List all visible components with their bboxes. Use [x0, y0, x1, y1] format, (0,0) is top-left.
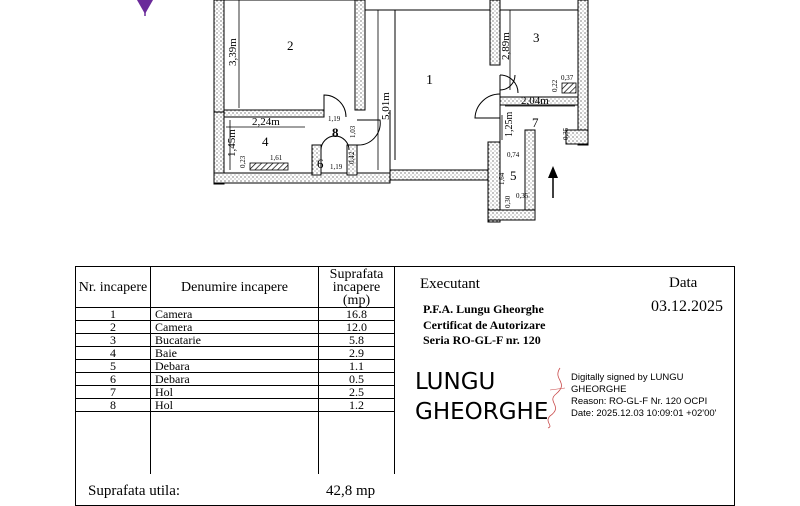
- executant-company: P.F.A. Lungu Gheorghe: [423, 302, 544, 316]
- room-number-6: 6: [317, 156, 324, 171]
- table-row: [76, 399, 395, 412]
- room-number-7: 7: [532, 115, 539, 130]
- entry-arrow-icon: [548, 166, 558, 198]
- room-number-8: 8: [332, 125, 339, 140]
- cell-area: 2.5: [319, 386, 395, 399]
- usable-area-label: Suprafata utila:: [88, 483, 181, 499]
- cell-nr: 7: [76, 386, 151, 399]
- cell-name: Hol: [151, 399, 319, 412]
- table-header-row: [76, 267, 395, 308]
- table-spacer-row: [76, 412, 395, 475]
- hatched-element-kitchen: [562, 83, 576, 93]
- header-area: Suprafata incapere (mp): [319, 267, 395, 308]
- cell-nr: 4: [76, 347, 151, 360]
- room-number-1: 1: [426, 73, 433, 88]
- dimension-label: 0,42: [348, 151, 356, 164]
- cell-nr: 6: [76, 373, 151, 386]
- signature-detail-line: GHEORGHE: [571, 384, 627, 395]
- cell-nr: 1: [76, 308, 151, 321]
- hatched-element-bath: [250, 163, 288, 170]
- dimension-label: 0,35: [516, 192, 529, 200]
- cell-name: Debara: [151, 360, 319, 373]
- cell-name: Camera: [151, 308, 319, 321]
- header-name: Denumire incapere: [151, 267, 319, 308]
- cell-name: Baie: [151, 347, 319, 360]
- dimension-label: 1,61: [270, 154, 283, 162]
- table-row: [76, 334, 395, 347]
- usable-area-value: 42,8 mp: [326, 483, 376, 499]
- dimension-label: 0,22: [551, 79, 559, 92]
- dimension-label: 2,89m: [500, 32, 512, 60]
- cell-name: Debara: [151, 373, 319, 386]
- dimension-label: 0,30: [504, 195, 512, 208]
- signature-detail-line: Reason: RO-GL-F Nr. 120 OCPI: [571, 396, 708, 407]
- signature-details: [571, 372, 716, 420]
- north-arrow-icon: [137, 0, 153, 16]
- executant-series: Seria RO-GL-F nr. 120: [423, 333, 541, 347]
- exterior-walls: [214, 0, 588, 222]
- cell-nr: 5: [76, 360, 151, 373]
- signature-detail-line: Digitally signed by LUNGU: [571, 372, 684, 383]
- cell-nr: 2: [76, 321, 151, 334]
- dimension-label: 1,45m: [226, 129, 238, 157]
- dimension-label: 0,37: [561, 74, 574, 82]
- room-number-3: 3: [533, 30, 540, 45]
- cell-name: Camera: [151, 321, 319, 334]
- cell-nr: 3: [76, 334, 151, 347]
- date-value: 03.12.2025: [651, 298, 723, 315]
- cell-area: 12.0: [319, 321, 395, 334]
- table-row: [76, 321, 395, 334]
- rooms-table: [75, 266, 395, 474]
- cell-area: 1.2: [319, 399, 395, 412]
- room-number-4: 4: [262, 134, 269, 149]
- cell-name: Hol: [151, 386, 319, 399]
- dimension-label: 1,25m: [504, 111, 515, 137]
- dimension-label: 1,19: [330, 163, 343, 171]
- date-label: Data: [669, 275, 698, 291]
- table-row: [76, 386, 395, 399]
- dimension-lines: [226, 0, 575, 170]
- cell-area: 16.8: [319, 308, 395, 321]
- table-row: [76, 347, 395, 360]
- room-number-2: 2: [287, 38, 294, 53]
- dimension-label: 0,35: [562, 127, 570, 140]
- signature-name-line2: GHEORGHE: [415, 399, 549, 425]
- header-nr: Nr. incapere: [76, 267, 151, 308]
- cell-area: 1.1: [319, 360, 395, 373]
- cell-name: Bucatarie: [151, 334, 319, 347]
- room-number-5: 5: [510, 168, 517, 183]
- dimension-label: 1,03: [349, 125, 357, 138]
- dimension-label: 5,01m: [380, 92, 392, 120]
- table-row: [76, 360, 395, 373]
- cell-nr: 8: [76, 399, 151, 412]
- dimension-label: 0,74: [507, 151, 520, 159]
- dimension-label: 1,19: [328, 115, 341, 123]
- dimension-label: 1,64: [498, 172, 506, 185]
- signature-detail-line: Date: 2025.12.03 10:09:01 +02'00': [571, 408, 717, 419]
- cell-area: 0.5: [319, 373, 395, 386]
- cell-area: 5.8: [319, 334, 395, 347]
- dimension-label: 0,23: [239, 155, 247, 168]
- table-row: [76, 373, 395, 386]
- cell-area: 2.9: [319, 347, 395, 360]
- dimension-label: 2,04m: [521, 95, 549, 107]
- dimension-label: 3,39m: [227, 38, 239, 66]
- dimension-label: 2,24m: [252, 116, 280, 128]
- table-row: [76, 308, 395, 321]
- executant-certificate: Certificat de Autorizare: [423, 318, 546, 332]
- executant-label: Executant: [420, 276, 480, 292]
- signature-name-line1: LUNGU: [415, 369, 496, 395]
